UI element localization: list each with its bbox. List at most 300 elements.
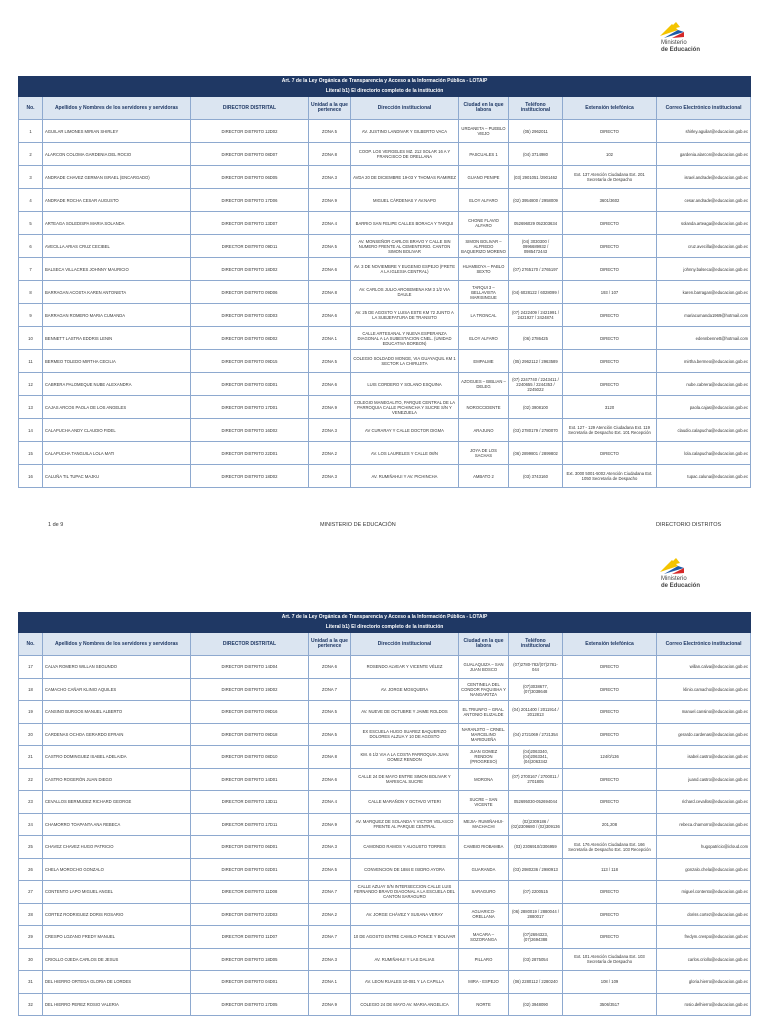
city: SUCRE – SAN VICENTE (459, 791, 509, 814)
zone: ZONA 7 (309, 926, 351, 949)
row-number: 7 (19, 258, 43, 281)
table-row (19, 442, 751, 465)
email[interactable]: cruz.avecilla@educacion.gob.ec (657, 235, 751, 258)
email[interactable]: carlos.criollo@educacion.gob.ec (657, 948, 751, 971)
city: AGUARICO- ORELLANA (459, 903, 509, 926)
employee-name: CEVALLOS BERMUDEZ RICHARD GEORGE (43, 791, 191, 814)
phone: (04) 2721069 / 2721354 (509, 723, 563, 746)
city: NORTE (459, 993, 509, 1016)
email[interactable]: gonzalo.chela@educacion.gob.ec (657, 858, 751, 881)
row-number: 16 (19, 465, 43, 488)
zone: ZONA 5 (309, 858, 351, 881)
address: CAMONDO RAMOS Y AUGUSTO TORRES (351, 836, 459, 859)
director-district: DIRECTOR DISTRITO 09D15 (191, 350, 309, 373)
address: AV. NUEVE DE OCTUBRE Y JAIME ROLDOS (351, 701, 459, 724)
table-body (19, 120, 751, 488)
director-district: DIRECTOR DISTRITO 18D05 (191, 948, 309, 971)
city: AZOGUES – BIBLIAN – DELEG (459, 373, 509, 396)
director-district: DIRECTOR DISTRITO 11D08 (191, 881, 309, 904)
employee-name: CALUÑA TIL TUPAC MAJKU (43, 465, 191, 488)
table-row (19, 656, 751, 679)
city: PILLARO (459, 948, 509, 971)
address: AV. JORGE MOSQUERA (351, 678, 459, 701)
email[interactable]: edennbennett@hotmail.com (657, 327, 751, 350)
email[interactable]: gerardo.cardenas@educacion.gob.ec (657, 723, 751, 746)
email[interactable]: tupac.caluna@educacion.gob.ec (657, 465, 751, 488)
address: AV. JORGE CHÁVEZ Y SUSANA VERAY (351, 903, 459, 926)
email[interactable]: doriss.cortez@educacion.gob.ec (657, 903, 751, 926)
director-district: DIRECTOR DISTRITO 17D06 (191, 189, 309, 212)
address: COLEGIO 24 DE MAYO AV. MARIA ANGELICA (351, 993, 459, 1016)
table-row (19, 971, 751, 994)
address: AV CURARAY Y CALLE DOCTOR DIGMA (351, 419, 459, 442)
director-district: DIRECTOR DISTRITO 17D05 (191, 993, 309, 1016)
city: MORONA (459, 768, 509, 791)
extension: 108 / 109 (563, 971, 657, 994)
table-body (19, 656, 751, 1016)
email[interactable]: cesar.andrade@educacion.gob.ec (657, 189, 751, 212)
extension: DIRECTO (563, 791, 657, 814)
director-district: DIRECTOR DISTRITO 13D07 (191, 212, 309, 235)
row-number: 29 (19, 926, 43, 949)
zone: ZONA 6 (309, 656, 351, 679)
city: URDANETA – PUEBLO VIEJO (459, 120, 509, 143)
address: LUIS CORDERO Y SOLANO ESQUINA (351, 373, 459, 396)
email[interactable]: nube.cabrera@educacion.gob.ec (657, 373, 751, 396)
director-district: DIRECTOR DISTRITO 14D04 (191, 656, 309, 679)
zone: ZONA 1 (309, 971, 351, 994)
extension: DIRECTO (563, 881, 657, 904)
city: SIMON BOLIVAR – ALFREDO BAQUERIZO MORENO (459, 235, 509, 258)
city: CHONE FLAVIO ALFARO (459, 212, 509, 235)
employee-name: DEL HIERRO PEREZ ROSIO VALERIA (43, 993, 191, 1016)
col-header: Teléfono institucional (509, 97, 563, 120)
row-number: 4 (19, 189, 43, 212)
city: GUARANDA (459, 858, 509, 881)
city: CENTINELA DEL CONDOR PAQUISHA Y NANGARITZA (459, 678, 509, 701)
row-number: 32 (19, 993, 43, 1016)
col-header: Ciudad en la que labora (459, 97, 509, 120)
city: GUALAQUIZA – SAN JUAN BOSCO (459, 656, 509, 679)
employee-name: BALSECA VILLACRES JOHNNY MAURICIO (43, 258, 191, 281)
extension: 102 (563, 143, 657, 166)
extension: DIRECTO (563, 350, 657, 373)
address: ROSENDO ALVEAR Y VICENTE VÉLEZ (351, 656, 459, 679)
table-row (19, 858, 751, 881)
row-number: 14 (19, 419, 43, 442)
phone: (07)2694323, (07)2694388 (509, 926, 563, 949)
email[interactable]: hugopatricio@icloud.com (657, 836, 751, 859)
employee-name: CHAMORRO TOAPANTA ANA REBECA (43, 813, 191, 836)
zone: ZONA 8 (309, 746, 351, 769)
city: TARQUI 3 – BELLAVISTA MARISINGUE (459, 281, 509, 304)
city: MEJIA- RUMIÑAHUI- MACHACHI (459, 813, 509, 836)
zone: ZONA 2 (309, 442, 351, 465)
row-number: 22 (19, 768, 43, 791)
row-number: 20 (19, 723, 43, 746)
director-district: DIRECTOR DISTRITO 08D10 (191, 746, 309, 769)
extension: 201,208 (563, 813, 657, 836)
zone: ZONA 3 (309, 836, 351, 859)
zone: ZONA 5 (309, 120, 351, 143)
zone: ZONA 5 (309, 235, 351, 258)
email[interactable]: mariacumanda1969@hotmail.com (657, 304, 751, 327)
row-number: 26 (19, 858, 43, 881)
email[interactable]: rosio.delhierro@educacion.gob.ec (657, 993, 751, 1016)
director-district: DIRECTOR DISTRITO 19D02 (191, 678, 309, 701)
table-row (19, 993, 751, 1016)
table-row (19, 678, 751, 701)
row-number: 24 (19, 813, 43, 836)
footer-directory: DIRECTORIO DISTRITOS (656, 522, 722, 528)
employee-name: CHELA MOROCHO GONZALO (43, 858, 191, 881)
zone: ZONA 7 (309, 678, 351, 701)
document-page-2 (0, 540, 768, 1024)
extension: DIRECTO (563, 235, 657, 258)
city: JUAN GOMEZ RENDON (PROGRESO) (459, 746, 509, 769)
email[interactable]: fredym.crespo@educacion.gob.ec (657, 926, 751, 949)
extension: DIRECTO (563, 723, 657, 746)
col-header: Correo Electrónico institucional (657, 633, 751, 656)
directory-table-2 (18, 612, 750, 1016)
employee-name: BARRAGAN ACOSTA KAREN ANTONIETA (43, 281, 191, 304)
email[interactable]: gloria.hierro@educacion.gob.ec (657, 971, 751, 994)
director-district: DIRECTOR DISTRITO 17D11 (191, 813, 309, 836)
row-number: 18 (19, 678, 43, 701)
table-title: Art. 7 de la Ley Orgánica de Transparencia y Acceso a la Información Pública - LOTAIP (19, 613, 751, 623)
employee-name: CASTRO DOMINGUEZ ISABEL ADELAIDA (43, 746, 191, 769)
director-district: DIRECTOR DISTRITO 22D03 (191, 903, 309, 926)
table-row (19, 143, 751, 166)
row-number: 25 (19, 836, 43, 859)
employee-name: CALAPUCHA ANDY CLAUDIO FIDEL (43, 419, 191, 442)
extension: DIRECTO (563, 258, 657, 281)
email[interactable]: rebeca.chamorro@educacion.gob.ec (657, 813, 751, 836)
directory-table-1 (18, 76, 750, 488)
address: AVDA 20 DE DICIEMBRE 19-03 Y THOMAS RAMIREZ (351, 166, 459, 189)
email[interactable]: shirley.aguilar@educacion.gob.ec (657, 120, 751, 143)
table-row (19, 235, 751, 258)
zone: ZONA 8 (309, 143, 351, 166)
city: EMPALME (459, 350, 509, 373)
address: AV. 25 DE AGOSTO Y LUISA ESTE KM 72 JUNTO A LA SUBJEFATURA DE TRANSITO (351, 304, 459, 327)
employee-name: AGUILAR LIMONES MIRIAN SHIRLEY (43, 120, 191, 143)
phone: (07) 2422409 / 2421991 / 2421927 / 2424874 (509, 304, 563, 327)
address: CALLE MARAÑON Y OCTAVO VITERI (351, 791, 459, 814)
row-number: 30 (19, 948, 43, 971)
col-header: Extensión telefónica (563, 633, 657, 656)
address: KM. 6 1/2 VIA A LA COSTA PARROQUIA JUAN GOMEZ RENDON (351, 746, 459, 769)
extension: Ext. 137 Atención Ciudadana Ext. 201 Secretaría de Despacho (563, 166, 657, 189)
zone: ZONA 9 (309, 993, 351, 1016)
table-row (19, 327, 751, 350)
email[interactable]: gardenia.alarcon@educacion.gob.ec (657, 143, 751, 166)
zone: ZONA 9 (309, 813, 351, 836)
employee-name: CAMACHO CAÑAR KLINIO AQUILES (43, 678, 191, 701)
address: EX ESCUELA HUGO SUAREZ BAQUERIZO DOLORES ALZUA Y 10 DE AGOSTO (351, 723, 459, 746)
table-title: Art. 7 de la Ley Orgánica de Transparencia y Acceso a la Información Pública - LOTAIP (19, 77, 751, 87)
table-subtitle: Literal b1) El directorio completo de la institución (19, 623, 751, 633)
city: MIRA - ESPEJO (459, 971, 509, 994)
row-number: 11 (19, 350, 43, 373)
email[interactable]: manuel.cansino@educacion.gob.ec (657, 701, 751, 724)
address: AV. RUMIÑAHUI Y LAS DALIAS (351, 948, 459, 971)
zone: ZONA 5 (309, 723, 351, 746)
row-number: 13 (19, 396, 43, 419)
phone: (04) 3030300 / 0996689932 / 0985472443 (509, 235, 563, 258)
table-row (19, 465, 751, 488)
city: AMBATO 2 (459, 465, 509, 488)
table-row (19, 350, 751, 373)
email[interactable]: lola.calapucha@educacion.gob.ec (657, 442, 751, 465)
extension: DIRECTO (563, 442, 657, 465)
col-header: Unidad a la que pertenece (309, 633, 351, 656)
director-district: DIRECTOR DISTRITO 04D01 (191, 971, 309, 994)
extension: DIRECTO (563, 768, 657, 791)
city: LA TRONCAL (459, 304, 509, 327)
table-row (19, 304, 751, 327)
row-number: 27 (19, 881, 43, 904)
table-subtitle: Literal b1) El directorio completo de la institución (19, 87, 751, 97)
director-district: DIRECTOR DISTRITO 09D11 (191, 235, 309, 258)
row-number: 2 (19, 143, 43, 166)
city: CAMBIO RIOBAMBA (459, 836, 509, 859)
extension: 3120 (563, 396, 657, 419)
employee-name: CALAPUCHA TANGUILA LOLA MATI (43, 442, 191, 465)
employee-name: BERMEO TOLEDO MIRTHA CECILIA (43, 350, 191, 373)
director-district: DIRECTOR DISTRITO 08D02 (191, 327, 309, 350)
city: EL TRIUNFO – GRAL. ANTONIO ELIZALDE (459, 701, 509, 724)
table-row (19, 813, 751, 836)
col-header: DIRECTOR DISTRITAL (191, 97, 309, 120)
row-number: 31 (19, 971, 43, 994)
city: ARAJUNO (459, 419, 509, 442)
row-number: 23 (19, 791, 43, 814)
zone: ZONA 9 (309, 189, 351, 212)
footer-ministry: MINISTERIO DE EDUCACIÓN (320, 522, 396, 528)
phone: (03) 2875054 (509, 948, 563, 971)
email[interactable]: mirtha.bermeo@educacion.gob.ec (657, 350, 751, 373)
phone: (02) 3954800 / 2958009 (509, 189, 563, 212)
phone: (04) 2011400 / 2011914 / 2012813 (509, 701, 563, 724)
col-header: Apellidos y Nombres de los servidores y servidoras (43, 97, 191, 120)
employee-name: CALVA ROMERO WILLAN SEGUNDO (43, 656, 191, 679)
phone: (07) 2765170 / 2765197 (509, 258, 563, 281)
director-district: DIRECTOR DISTRITO 03D01 (191, 373, 309, 396)
address: AV. MARQUEZ DE SOLANDA Y VICTOR VELASCO FRENTE AL PARQUE CENTRAL (351, 813, 459, 836)
phone: (06) 2880019 / 2880044 / 2880017 (509, 903, 563, 926)
extension: Ext. 101 Atención Ciudadana Ext. 103 Secretaría de Despacho (563, 948, 657, 971)
extension: DIRECTO (563, 701, 657, 724)
extension: Ext. 176 Atención Ciudadana Ext. 166 Secretaría de Despacho Ext. 103 Recepción (563, 836, 657, 859)
email[interactable]: richard.cevallos@educacion.gob.ec (657, 791, 751, 814)
row-number: 9 (19, 304, 43, 327)
email[interactable]: solanda.arteaga@educacion.gob.ec (657, 212, 751, 235)
director-district: DIRECTOR DISTRITO 22D01 (191, 442, 309, 465)
address: CONVENCION DE 1884 E ISIDRO AYORA (351, 858, 459, 881)
phone: (03) 2780179 / 2780070 (509, 419, 563, 442)
city: JOYA DE LOS SACHAS (459, 442, 509, 465)
table-row (19, 120, 751, 143)
employee-name: CARDENAS OCHOA GERARDO EFRAIN (43, 723, 191, 746)
employee-name: DEL HIERRO ORTEGA GLORIA DE LORDES (43, 971, 191, 994)
table-row (19, 166, 751, 189)
col-header: Dirección institucional (351, 633, 459, 656)
col-header: DIRECTOR DISTRITAL (191, 633, 309, 656)
col-header: Ciudad en la que labora (459, 633, 509, 656)
zone: ZONA 9 (309, 396, 351, 419)
zone: ZONA 5 (309, 701, 351, 724)
director-district: DIRECTOR DISTRITO 12D02 (191, 120, 309, 143)
city: NARANJITO – CRNEL. MARCELINO MARIDUEÑA (459, 723, 509, 746)
row-number: 12 (19, 373, 43, 396)
zone: ZONA 3 (309, 465, 351, 488)
zone: ZONA 3 (309, 419, 351, 442)
extension: DIRECTO (563, 903, 657, 926)
table-row (19, 419, 751, 442)
director-district: DIRECTOR DISTRITO 02D01 (191, 858, 309, 881)
employee-name: CHAVEZ CHAVEZ HUGO PATRICIO (43, 836, 191, 859)
address: COLEGIO SOLDADO MONGE, VIA GUAYAQUIL KM 1 SECTOR LA CHIRUJITA (351, 350, 459, 373)
zone: ZONA 8 (309, 281, 351, 304)
email[interactable]: karen.barragan@educacion.gob.ec (657, 281, 751, 304)
table-row (19, 373, 751, 396)
address: BARRIO SAN FELIPE CALLES BORACA Y TARQUI (351, 212, 459, 235)
address: CALLE 24 DE MAYO ENTRE SIMON BOLIVAR Y MARISCAL SUCRE (351, 768, 459, 791)
phone: 052695030-052694044 (509, 791, 563, 814)
address: AV. LOS LAURELES Y CALLE 08/N (351, 442, 459, 465)
row-number: 21 (19, 746, 43, 769)
zone: ZONA 4 (309, 212, 351, 235)
table-row (19, 768, 751, 791)
page-number: 1 de 9 (48, 522, 64, 528)
phone: (07)3038677, (07)3038648 (509, 678, 563, 701)
extension: Ext. 127 - 129 Atención Ciudadana Ext. 119 Secretaría de Despacho Ext. 101 Recepción (563, 419, 657, 442)
ministerio-logo (638, 556, 748, 600)
employee-name: CAJAS ARCOS PAOLA DE LOS ANGELES (43, 396, 191, 419)
logo-text: Ministerio de Educación (661, 40, 701, 53)
phone: (07) 2247740 / 2243411 / 2240655 / 2244353 / 2245022 (509, 373, 563, 396)
phone: (07) 2200515 (509, 881, 563, 904)
employee-name: CABRERA PALOMEQUE NUBE ALEXANDRA (43, 373, 191, 396)
phone: (03) 3743160 (509, 465, 563, 488)
phone: (04) 6028122 / 6028099 / (509, 281, 563, 304)
employee-name: BARRAGAN ROMERO MARIA CUMANDA (43, 304, 191, 327)
row-number: 10 (19, 327, 43, 350)
employee-name: ANDRADE CHAVEZ GERMAN ISRAEL (ENCARGADO) (43, 166, 191, 189)
zone: ZONA 1 (309, 327, 351, 350)
table-row (19, 746, 751, 769)
email[interactable]: miguel.contento@educacion.gob.ec (657, 881, 751, 904)
extension: DIRECTO (563, 373, 657, 396)
table-row (19, 881, 751, 904)
phone: (06) 2280112 / 2280240 (509, 971, 563, 994)
zone: ZONA 3 (309, 948, 351, 971)
address: AV. RUMIÑAHUI Y AV. PICHINCHA (351, 465, 459, 488)
city: HUAMBOYA – PABLO SEXTO (459, 258, 509, 281)
zone: ZONA 6 (309, 768, 351, 791)
city: NOROCCIDENTE (459, 396, 509, 419)
table-row (19, 791, 751, 814)
table-row (19, 258, 751, 281)
employee-name: ARTEAGA SOLEDISPA MARIA SOLANDA (43, 212, 191, 235)
address: CALLE AZUAY S/N INTERSECCION CALLE LUIS FERNANDO BRAVO DIAGONAL A LA ESCUELA DEL CANTON SARAGURO (351, 881, 459, 904)
phone: (07)2780-782/(07)2781-044 (509, 656, 563, 679)
city: ELOY ALFARO (459, 189, 509, 212)
director-district: DIRECTOR DISTRITO 09D06 (191, 281, 309, 304)
email[interactable]: isabel.castro@educacion.gob.ec (657, 746, 751, 769)
zone: ZONA 7 (309, 881, 351, 904)
email[interactable]: paola.cajas@educacion.gob.ec (657, 396, 751, 419)
extension: 124/0/136 (563, 746, 657, 769)
col-header: Correo Electrónico institucional (657, 97, 751, 120)
director-district: DIRECTOR DISTRITO 17D01 (191, 396, 309, 419)
director-district: DIRECTOR DISTRITO 14D01 (191, 768, 309, 791)
row-number: 5 (19, 212, 43, 235)
col-header: Apellidos y Nombres de los servidores y servidoras (43, 633, 191, 656)
phone: (03) 2901051 /2901462 (509, 166, 563, 189)
director-district: DIRECTOR DISTRITO 18D02 (191, 465, 309, 488)
col-header: Unidad a la que pertenece (309, 97, 351, 120)
col-header: No. (19, 633, 43, 656)
address: COOP. LOS VERGELES MZ. 212 SOLAR 16 A Y FRANCISCO DE ORELLANA (351, 143, 459, 166)
city: PASCUALES 1 (459, 143, 509, 166)
phone: (03) 2306910/2306959 (509, 836, 563, 859)
email[interactable]: klinio.camacho@educacion.gob.ec (657, 678, 751, 701)
address: COLEGIO MANEGALITO, PARQUE CENTRAL DE LA PARROQUIA CALLE PICHINCHA Y SUCRE S/N Y VENEZUELA (351, 396, 459, 419)
zone: ZONA 6 (309, 304, 351, 327)
city: GUANO PENIPE (459, 166, 509, 189)
extension: DIRECTO (563, 304, 657, 327)
email[interactable]: israel.andrade@educacion.gob.ec (657, 166, 751, 189)
employee-name: CONTENTO LAPO MIGUEL ANGEL (43, 881, 191, 904)
extension: DIRECTO (563, 120, 657, 143)
row-number: 19 (19, 701, 43, 724)
email[interactable]: willan.calva@educacion.gob.ec (657, 656, 751, 679)
city: MACARA – SOZORANGA (459, 926, 509, 949)
extension: DIRECTO (563, 212, 657, 235)
phone: (06) 2786425 (509, 327, 563, 350)
phone: (04)2063340, (04)2063341, (04)2063342 (509, 746, 563, 769)
row-number: 8 (19, 281, 43, 304)
director-district: DIRECTOR DISTRITO 09D18 (191, 723, 309, 746)
email[interactable]: johnny.balseca@educacion.gob.ec (657, 258, 751, 281)
extension: 193 / 107 (563, 281, 657, 304)
col-header: Extensión telefónica (563, 97, 657, 120)
email[interactable]: claudio.calapucha@educacion.gob.ec (657, 419, 751, 442)
director-district: DIRECTOR DISTRITO 16D02 (191, 419, 309, 442)
employee-name: CRIOLLO OJEDA CARLOS DE JESUS (43, 948, 191, 971)
extension: Ext. 3000 5001-5002 Atención Ciudadana Ext. 1050 Secretaría de Despacho (563, 465, 657, 488)
col-header: Dirección institucional (351, 97, 459, 120)
table-row (19, 396, 751, 419)
email[interactable]: juand.castro@educacion.gob.ec (657, 768, 751, 791)
address: 10 DE AGOSTO ENTRE CAMILO PONCE Y BOLIVAR (351, 926, 459, 949)
address: CALLE ARTESANAL Y NUEVA ESPERANZA DIAGONAL A LA SUBESTACION CNEL. (UNIDAD EDUCATIVA BORBON) (351, 327, 459, 350)
phone: (03) 2980236 / 2980913 (509, 858, 563, 881)
extension: DIRECTO (563, 656, 657, 679)
phone: (05) 2962011 (509, 120, 563, 143)
extension: DIRECTO (563, 926, 657, 949)
zone: ZONA 6 (309, 258, 351, 281)
phone: (04) 3714980 (509, 143, 563, 166)
table-row (19, 701, 751, 724)
logo-text: Ministerio de Educación (661, 576, 701, 589)
employee-name: CRESPO LOZANO FREDY MANUEL (43, 926, 191, 949)
col-header: No. (19, 97, 43, 120)
extension: DIRECTO (563, 678, 657, 701)
zone: ZONA 4 (309, 791, 351, 814)
